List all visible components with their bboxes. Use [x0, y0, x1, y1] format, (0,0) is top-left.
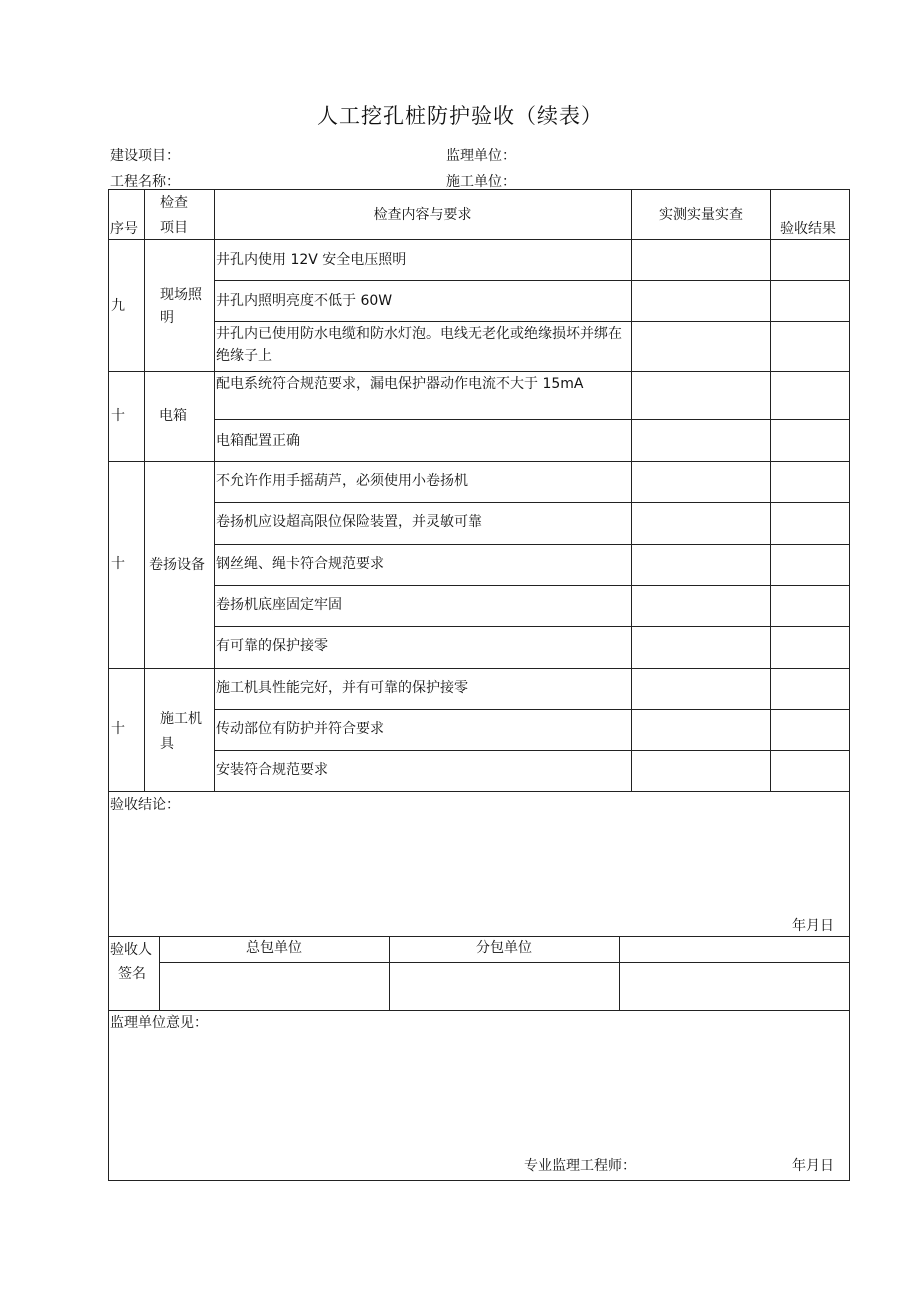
- table-row-content: 井孔内使用 12V 安全电压照明: [216, 252, 407, 268]
- row-divider: [108, 1010, 849, 1011]
- row-divider: [214, 502, 849, 503]
- group-seq: 十: [111, 408, 125, 424]
- table-row-content: 电箱配置正确: [216, 433, 300, 449]
- row-divider: [108, 791, 849, 792]
- col-divider: [144, 189, 145, 791]
- group-name-line1: 电箱: [159, 408, 187, 424]
- row-divider: [108, 461, 849, 462]
- supervising-engineer-label: 专业监理工程师：: [524, 1158, 636, 1174]
- row-divider: [214, 585, 849, 586]
- conclusion-date: 年月日: [792, 918, 834, 934]
- row-divider: [108, 239, 849, 240]
- table-row-content: 卷扬机应设超高限位保险装置，并灵敏可靠: [216, 514, 482, 530]
- row-divider: [214, 750, 849, 751]
- group-name-line2: 明: [160, 310, 174, 326]
- row-divider: [108, 371, 849, 372]
- table-row-content: 配电系统符合规范要求，漏电保护器动作电流不大于 15mA: [216, 376, 584, 392]
- row-divider: [214, 321, 849, 322]
- group-seq: 十: [111, 721, 125, 737]
- header-item-line2: 项目: [160, 220, 188, 236]
- row-divider: [159, 962, 849, 963]
- table-row-content: 有可靠的保护接零: [216, 638, 328, 654]
- subcontractor-header: 分包单位: [476, 940, 532, 956]
- row-divider: [108, 668, 849, 669]
- group-name-line1: 卷扬设备: [149, 557, 205, 573]
- row-divider: [214, 419, 849, 420]
- table-row-content: 卷扬机底座固定牢固: [216, 597, 342, 613]
- header-seq: 序号: [110, 221, 138, 237]
- row-divider: [108, 936, 849, 937]
- supervisor-label: 监理单位：: [446, 148, 516, 164]
- table-row-content: 井孔内已使用防水电缆和防水灯泡。电线无老化或绝缘损坏并绑在绝缘子上: [216, 326, 622, 364]
- table-row-content: 井孔内照明亮度不低于 60W: [216, 293, 393, 309]
- header-item-line1: 检查: [160, 195, 188, 211]
- inspection-table: [108, 189, 850, 1181]
- project-label: 建设项目：: [110, 148, 180, 164]
- group-name-line1: 施工机: [160, 711, 202, 727]
- table-row-content: 传动部位有防护并符合要求: [216, 721, 384, 737]
- signers-label-line1: 验收人: [110, 942, 152, 958]
- page-title: 人工挖孔桩防护验收（续表）: [317, 104, 603, 128]
- general-contractor-header: 总包单位: [246, 940, 302, 956]
- supervision-date: 年月日: [792, 1158, 834, 1174]
- signers-label-line2: 签名: [118, 966, 146, 982]
- header-result: 验收结果: [780, 221, 836, 237]
- header-measured: 实测实量实查: [659, 207, 743, 223]
- group-seq: 十: [111, 556, 125, 572]
- table-row-content: 钢丝绳、绳卡符合规范要求: [216, 556, 384, 572]
- group-name-line2: 具: [160, 736, 174, 752]
- header-content: 检查内容与要求: [373, 207, 472, 223]
- table-row-content: 安装符合规范要求: [216, 762, 328, 778]
- table-row-content: 施工机具性能完好，并有可靠的保护接零: [216, 680, 468, 696]
- supervision-label: 监理单位意见：: [110, 1015, 208, 1031]
- conclusion-label: 验收结论：: [110, 797, 180, 813]
- row-divider: [214, 709, 849, 710]
- col-divider: [619, 936, 620, 1010]
- row-divider: [214, 626, 849, 627]
- row-divider: [214, 280, 849, 281]
- work-name-label: 工程名称：: [110, 174, 180, 190]
- group-seq: 九: [111, 298, 125, 314]
- row-divider: [214, 544, 849, 545]
- construction-label: 施工单位：: [446, 174, 516, 190]
- group-name-line1: 现场照: [160, 287, 202, 303]
- table-row-content: 不允许作用手摇葫芦，必须使用小卷扬机: [216, 473, 468, 489]
